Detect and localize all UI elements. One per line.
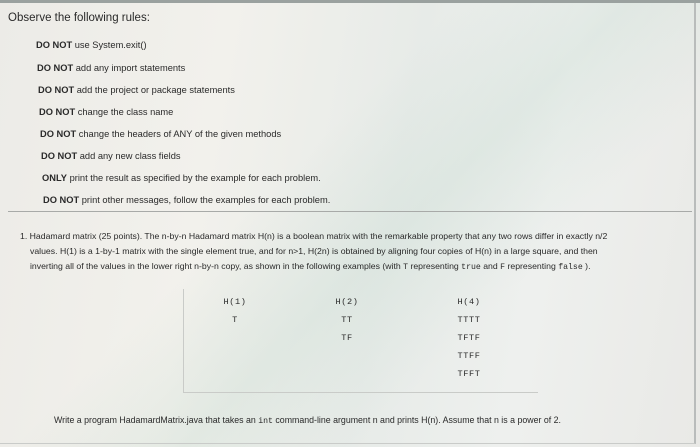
- matrix-row: TT: [341, 315, 353, 325]
- false-keyword: false: [558, 263, 583, 272]
- section-divider: [8, 211, 692, 212]
- matrix-row: T: [232, 315, 238, 325]
- matrix-row: TTFF: [457, 351, 481, 361]
- rule-item: DO NOT change the class name: [39, 107, 174, 117]
- false-symbol: F: [500, 263, 506, 272]
- rule-item: DO NOT add any new class fields: [41, 151, 181, 161]
- intro-text: Observe the following rules:: [8, 12, 150, 24]
- matrix-row: TFFT: [457, 369, 481, 379]
- task-instruction: Write a program HadamardMatrix.java that takes an int command-line argument n and prints H(n). Assume that n is a power of 2.: [54, 415, 561, 426]
- problem-line: 1. Hadamard matrix (25 points). The n-by-n Hadamard matrix H(n) is a boolean matrix with the remarkable property that any two rows differ in exactly n/2: [20, 231, 608, 241]
- int-keyword: int: [258, 417, 273, 426]
- rule-item: DO NOT add the project or package statements: [38, 85, 235, 95]
- rule-item: DO NOT print other messages, follow the examples for each problem.: [43, 195, 331, 205]
- rule-item: DO NOT change the headers of ANY of the given methods: [40, 129, 282, 139]
- rule-item: DO NOT add any import statements: [37, 63, 186, 73]
- column-header: H(2): [335, 297, 359, 307]
- rule-item: ONLY print the result as specified by the example for each problem.: [42, 173, 321, 183]
- true-symbol: T: [403, 263, 409, 272]
- matrix-row: TFTF: [457, 333, 481, 343]
- column-header: H(4): [457, 297, 481, 307]
- problem-line: values. H(1) is a 1-by-1 matrix with the single element true, and for n>1, H(2n) is obtained by aligning four copies of H(n) in a large square, and then: [30, 246, 598, 256]
- matrix-row: TF: [341, 333, 353, 343]
- column-header: H(1): [223, 297, 247, 307]
- true-keyword: true: [461, 263, 481, 272]
- rule-item: DO NOT use System.exit(): [36, 40, 147, 50]
- problem-line: inverting all of the values in the lower right n-by-n copy, as shown in the following examples (with T representing true and F representing false ).: [30, 261, 591, 272]
- hadamard-examples: [183, 289, 538, 393]
- matrix-row: TTTT: [457, 315, 481, 325]
